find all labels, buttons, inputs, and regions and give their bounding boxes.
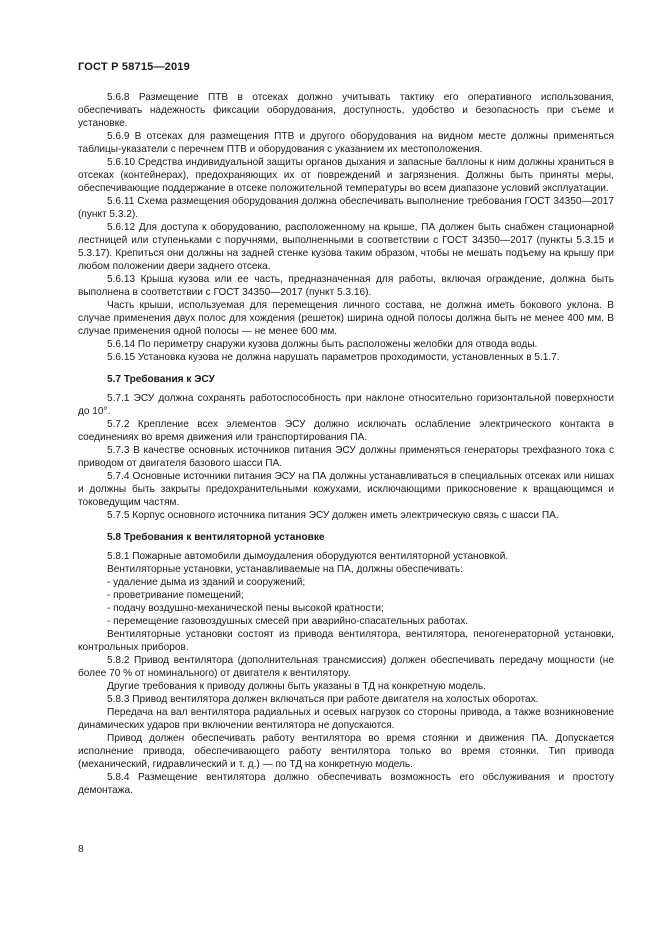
list-item: - подачу воздушно-механической пены высокой кратности; (107, 603, 384, 614)
list-item: - удаление дыма из зданий и сооружений; (107, 577, 306, 588)
paragraph: Вентиляторные установки, устанавливаемые на ПА, должны обеспечивать: (107, 564, 463, 575)
list-item: - перемещение газовоздушных смесей при аварийно-спасательных работах. (107, 616, 469, 627)
document-body (78, 91, 614, 797)
paragraph: 5.6.13 Крыша кузова или ее часть, предназначенная для работы, включая ограждение, должна быть выполнена в соответствии с ГОСТ 34350—2017 (пункт 5.3.16). (78, 274, 614, 298)
paragraph: 5.7.2 Крепление всех элементов ЭСУ должно исключать ослабление электрического контакта в соединениях во время движения или транспортирования ПА. (78, 419, 614, 443)
paragraph: Часть крыши, используемая для перемещения личного состава, не должна иметь бокового уклона. В случае применения двух полос для хождения (решеток) ширина одной полосы должна быть не менее 400 мм. В случае применения одной полосы — не менее 600 мм. (78, 300, 614, 337)
paragraph: 5.8.1 Пожарные автомобили дымоудаления оборудуются вентиляторной установкой. (107, 551, 509, 562)
list-item: - проветривание помещений; (107, 590, 244, 601)
paragraph: 5.6.11 Схема размещения оборудования должна обеспечивать выполнение требования ГОСТ 34350—2017 (пункт 5.3.2). (78, 196, 614, 220)
paragraph: 5.6.9 В отсеках для размещения ПТВ и другого оборудования на видном месте должны применяться таблицы-указатели с перечнем ПТВ и оборудования с указанием их местоположения. (78, 131, 614, 155)
section-heading: 5.8 Требования к вентиляторной установке (107, 532, 325, 543)
section-heading: 5.7 Требования к ЭСУ (107, 374, 215, 385)
paragraph: 5.7.4 Основные источники питания ЭСУ на ПА должны устанавливаться в специальных отсеках или нишах и должны быть закрыты предохранительными кожухами, исключающими прикосновение к вращающимся и токоведущим частям. (78, 471, 614, 508)
paragraph: Привод должен обеспечивать работу вентилятора во время стоянки и движения ПА. Допускается исполнение привода, обеспечивающего работу вентилятора только во время стоянки. Тип привода (механический, гидравлический и т. д.) — по ТД на конкретную модель. (78, 733, 614, 770)
page-number: 8 (78, 843, 84, 855)
paragraph: 5.6.8 Размещение ПТВ в отсеках должно учитывать тактику его оперативного использования, обеспечивать надежность фиксации оборудования, доступность, удобство и безопасность при съеме и установке. (78, 92, 614, 129)
paragraph: 5.7.3 В качестве основных источников питания ЭСУ должны применяться генераторы трехфазного тока с приводом от двигателя базового шасси ПА. (78, 445, 614, 469)
paragraph: 5.6.10 Средства индивидуальной защиты органов дыхания и запасные баллоны к ним должны храниться в отсеках (контейнерах), предохраняющих их от повреждений и загрязнения. Должны быть приняты меры, обеспечивающие поддержание в отсеке положительной температуры во всем диапазоне условий эксплуатации. (78, 157, 614, 194)
paragraph: 5.7.1 ЭСУ должна сохранять работоспособность при наклоне относительно горизонтальной поверхности до 10°. (78, 393, 614, 417)
paragraph: Передача на вал вентилятора радиальных и осевых нагрузок со стороны привода, а также возникновение динамических ударов при включении вентилятора не допускаются. (78, 707, 614, 731)
paragraph: 5.8.2 Привод вентилятора (дополнительная трансмиссия) должен обеспечивать передачу мощности (не более 70 % от номинального) от двигателя к вентилятору. (78, 655, 614, 679)
paragraph: 5.8.4 Размещение вентилятора должно обеспечивать возможность его обслуживания и простоту демонтажа. (78, 772, 614, 796)
paragraph: 5.6.12 Для доступа к оборудованию, расположенному на крыше, ПА должен быть снабжен стационарной лестницей или ступеньками с поручнями, выполненными в соответствии с ГОСТ 34350—2017 (пункты 5.3.15 и 5.3.17). Крепиться они должны на задней стенке кузова таким образом, чтобы не мешать подъему на крышу при любом положении двери заднего отсека. (78, 222, 614, 272)
paragraph: Вентиляторные установки состоят из привода вентилятора, вентилятора, пеногенераторной установки, контрольных приборов. (78, 629, 614, 653)
paragraph: 5.6.14 По периметру снаружи кузова должны быть расположены желобки для отвода воды. (107, 339, 538, 350)
document-header: ГОСТ Р 58715—2019 (78, 61, 190, 73)
paragraph: 5.7.5 Корпус основного источника питания ЭСУ должен иметь электрическую связь с шасси ПА. (107, 510, 559, 521)
paragraph: Другие требования к приводу должны быть указаны в ТД на конкретную модель. (107, 681, 486, 692)
paragraph: 5.8.3 Привод вентилятора должен включаться при работе двигателя на холостых оборотах. (107, 694, 539, 705)
paragraph: 5.6.15 Установка кузова не должна нарушать параметров проходимости, установленных в 5.1.7. (107, 352, 560, 363)
